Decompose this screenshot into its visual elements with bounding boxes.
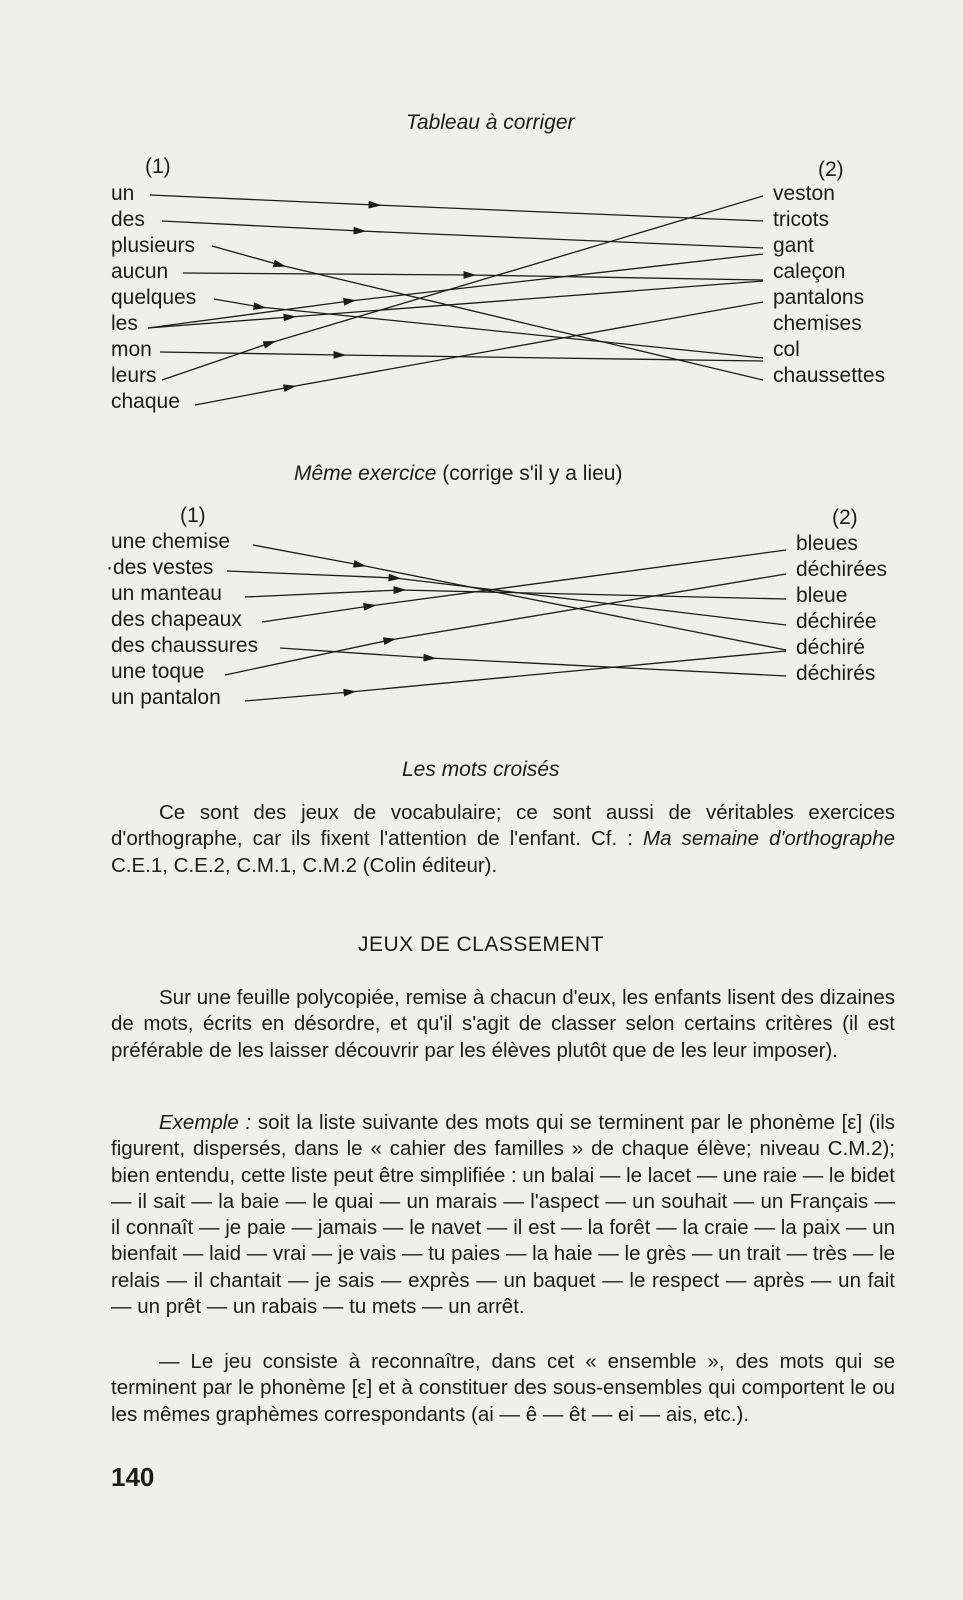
ex1-left-word: quelques — [111, 286, 197, 309]
ex1-left-word: un — [111, 182, 135, 205]
ex1-link-line — [150, 195, 763, 221]
ex2-right-word: déchirées — [796, 558, 888, 581]
ex1-left-word: aucun — [111, 260, 169, 283]
ex2-left-word: ·des vestes — [106, 556, 214, 579]
ex2-right-word: déchirée — [796, 610, 877, 633]
ex1-left-word: leurs — [111, 364, 157, 387]
classement-para2-text: soit la liste suivante des mots qui se terminent par le phonème [ε] (ils figurent, dispersés, dans le « cahier des familles » de chaque élève; niveau C.M.2); bien entendu, cette liste peut être simplifiée : un balai — le lacet — une raie — le bidet — il sait — la baie — le quai — un marais — l'aspect — un souhait — un Français — il connaît — je paie — jamais — le navet — il est — la forêt — la craie — la paix — un bienfait — laid — vrai — je vais — tu paies — la haie — le grès — un trait — très — le relais — il chantait — je sais — exprès — un baquet — le respect — après — un fait — un prêt — un rabais — tu mets — un arrêt. — [111, 1111, 896, 1319]
ex1-right-word: caleçon — [773, 260, 846, 283]
mots-croises-text-a: Ce sont des jeux de vocabulaire; ce sont aussi de véritables exercices d'orthographe, car ils fixent l'attention de l'enfant. Cf. : — [111, 801, 895, 851]
ex2-left-word: une chemise — [111, 530, 231, 553]
ex2-left-word: un pantalon — [111, 686, 221, 709]
exemple-label: Exemple : — [159, 1111, 252, 1134]
ex2-link-line — [280, 648, 786, 676]
exercise1-caption: Tableau à corriger — [406, 111, 575, 134]
ex2-right-word: déchirés — [796, 662, 876, 685]
exercise2-caption-rest: (corrige s'il y a lieu) — [442, 462, 623, 485]
page-number: 140 — [111, 1462, 155, 1492]
ex2-link-line — [245, 651, 786, 701]
ex2-link-line — [227, 571, 786, 625]
mots-croises-paragraph — [111, 800, 895, 879]
ex1-left-word: les — [111, 312, 138, 335]
ex1-link-line — [183, 273, 763, 280]
ex2-left-word: une toque — [111, 660, 205, 683]
ex1-left-word: des — [111, 208, 145, 231]
ex2-link-line — [225, 574, 786, 675]
ex1-left-word: chaque — [111, 390, 180, 413]
ex1-right-word: pantalons — [773, 286, 865, 309]
mots-croises-book-title: Ma semaine d'orthographe — [643, 827, 895, 851]
ex1-link-line — [162, 221, 763, 248]
ex1-link-line — [148, 254, 763, 328]
ex2-link-line — [245, 590, 786, 599]
exercise2-col2-head: (2) — [832, 506, 858, 529]
classement-paragraph-2 — [111, 1110, 895, 1320]
ex1-right-word: col — [773, 338, 800, 361]
ex1-right-word: gant — [773, 234, 814, 257]
mots-croises-title: Les mots croisés — [402, 758, 560, 781]
classement-paragraph-1 — [111, 985, 895, 1064]
ex1-right-word: veston — [773, 182, 835, 205]
ex2-left-word: des chapeaux — [111, 608, 242, 631]
classement-para3-text: — Le jeu consiste à reconnaître, dans cet « ensemble », des mots qui se terminent par le phonème [ε] et à constituer des sous-ensembles qui comportent le ou les mêmes graphèmes correspondants (ai — ê — êt — ei — ais, etc.). — [111, 1350, 895, 1426]
exercise2-caption-italic: Même exercice — [294, 462, 437, 485]
matching-lines — [0, 0, 963, 760]
exercise2-col1-head: (1) — [180, 504, 206, 527]
ex1-right-word: chemises — [773, 312, 862, 335]
ex1-right-word: chaussettes — [773, 364, 886, 387]
ex2-left-word: des chaussures — [111, 634, 259, 657]
ex2-right-word: déchiré — [796, 636, 865, 659]
ex1-right-word: tricots — [773, 208, 830, 231]
classement-para1-text: Sur une feuille polycopiée, remise à chacun d'eux, les enfants lisent des dizaines de mots, écrits en désordre, et qu'il s'agit de classer selon certains critères (il est préférable de les laisser découvrir par les élèves plutôt que de les leur imposer). — [111, 986, 895, 1062]
mots-croises-text-b: C.E.1, C.E.2, C.M.1, C.M.2 (Colin éditeur). — [111, 853, 498, 877]
ex1-left-word: plusieurs — [111, 234, 196, 257]
classement-paragraph-3 — [111, 1349, 895, 1428]
ex1-left-word: mon — [111, 338, 152, 361]
ex2-right-word: bleues — [796, 532, 858, 555]
ex2-left-word: un manteau — [111, 582, 222, 605]
ex2-right-word: bleue — [796, 584, 848, 607]
classement-heading: JEUX DE CLASSEMENT — [358, 933, 604, 956]
exercise1-col1-head: (1) — [145, 155, 171, 178]
exercise1-col2-head: (2) — [818, 158, 844, 181]
